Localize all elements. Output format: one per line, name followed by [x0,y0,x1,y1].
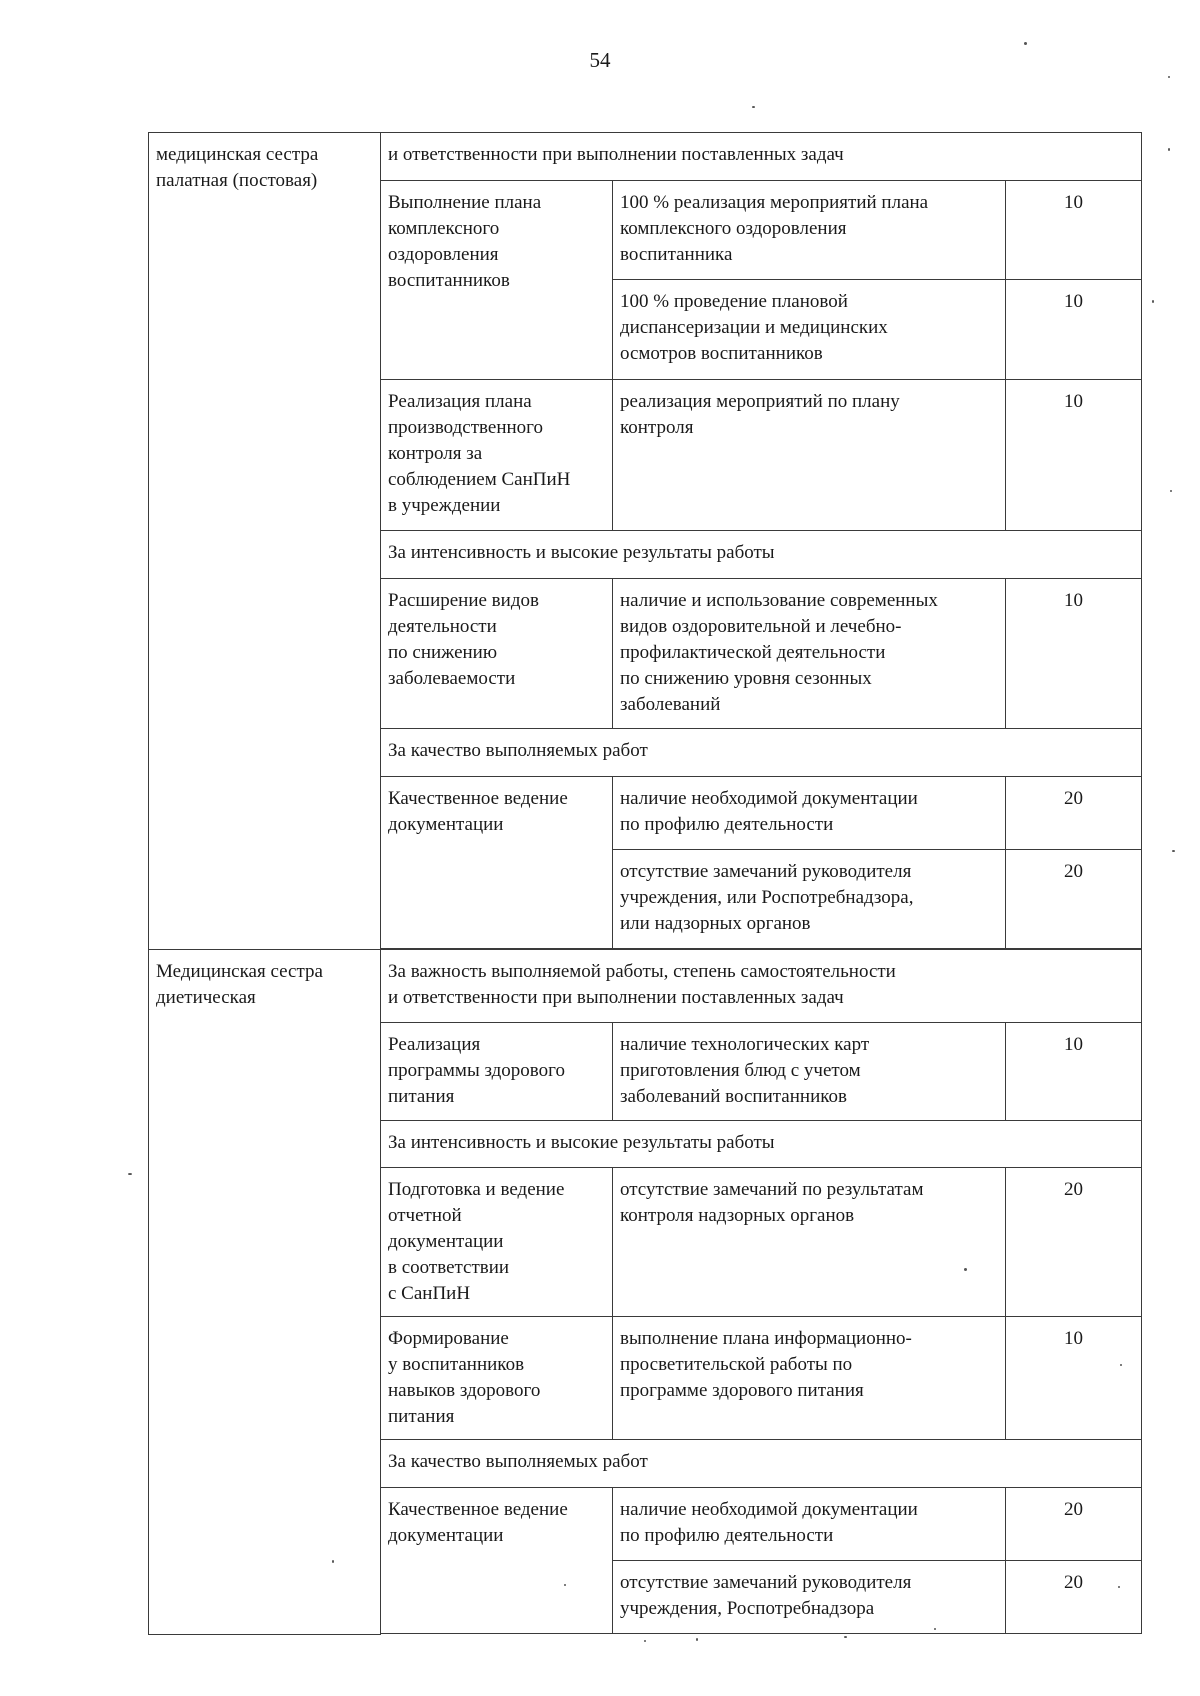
scan-speck [332,1560,334,1563]
table-row [149,133,1142,181]
position-name: Медицинская сестра диетическая [149,950,381,1635]
position-name: медицинская сестра палатная (постовая) [149,133,381,950]
scan-speck [934,1628,936,1630]
points-value: 10 [1006,579,1142,729]
indicator-text: наличие необходимой документации по профилю деятельности [613,777,1006,850]
scan-speck [128,1173,132,1175]
group-heading: За качество выполняемых работ [381,1440,1142,1488]
group-heading: За важность выполняемой работы, степень самостоятельности и ответственности при выполнении поставленных задач [381,950,1142,1023]
scan-speck [1170,490,1172,492]
criterion-name: Реализация программы здорового питания [381,1023,613,1121]
criterion-name: Формирование у воспитанников навыков здорового питания [381,1317,613,1440]
scan-speck [1168,76,1170,78]
points-value: 10 [1006,1317,1142,1440]
points-value: 10 [1006,380,1142,531]
indicator-text: выполнение плана информационно- просветительской работы по программе здорового питания [613,1317,1006,1440]
scan-speck [1120,1364,1122,1366]
scan-speck [644,1640,646,1642]
indicator-text: 100 % реализация мероприятий плана комплексного оздоровления воспитанника [613,181,1006,280]
points-value: 20 [1006,1488,1142,1561]
criterion-name: Подготовка и ведение отчетной документации в соответствии с СанПиН [381,1168,613,1317]
scan-speck [1168,148,1170,151]
indicator-text: наличие необходимой документации по профилю деятельности [613,1488,1006,1561]
points-value: 20 [1006,777,1142,850]
group-heading: За качество выполняемых работ [381,729,1142,777]
scan-speck [696,1638,698,1641]
criterion-name: Расширение видов деятельности по снижению заболеваемости [381,579,613,729]
page-number: 54 [589,48,611,72]
scan-speck [1024,42,1027,45]
scan-speck [564,1584,566,1586]
indicator-text: отсутствие замечаний по результатам контроля надзорных органов [613,1168,1006,1317]
scan-speck [1172,850,1175,852]
criterion-name: Качественное ведение документации [381,777,613,949]
criterion-name: Качественное ведение документации [381,1488,613,1634]
scan-speck [964,1268,967,1271]
indicator-text: 100 % проведение плановой диспансеризации и медицинских осмотров воспитанников [613,280,1006,380]
indicator-text: реализация мероприятий по плану контроля [613,380,1006,531]
indicator-text: отсутствие замечаний руководителя учреждения, Роспотребнадзора [613,1561,1006,1634]
criterion-name: Выполнение плана комплексного оздоровления воспитанников [381,181,613,380]
points-value: 10 [1006,181,1142,280]
group-heading: и ответственности при выполнении поставленных задач [381,133,1142,181]
points-value: 10 [1006,280,1142,380]
points-value: 20 [1006,1561,1142,1634]
criterion-name: Реализация плана производственного контроля за соблюдением СанПиН в учреждении [381,380,613,531]
table-row [149,950,1142,1023]
points-value: 10 [1006,1023,1142,1121]
scan-speck [1118,1586,1120,1588]
indicator-text: наличие и использование современных видов оздоровительной и лечебно- профилактической деятельности по снижению уровня сезонных заболеваний [613,579,1006,729]
scan-speck [844,1636,847,1638]
points-value: 20 [1006,1168,1142,1317]
group-heading: За интенсивность и высокие результаты работы [381,1121,1142,1168]
scan-speck [1152,300,1154,303]
points-value: 20 [1006,850,1142,949]
scan-speck [752,106,755,108]
payment-criteria-table [148,132,1142,1635]
indicator-text: отсутствие замечаний руководителя учреждения, или Роспотребнадзора, или надзорных органов [613,850,1006,949]
group-heading: За интенсивность и высокие результаты работы [381,531,1142,579]
indicator-text: наличие технологических карт приготовления блюд с учетом заболеваний воспитанников [613,1023,1006,1121]
